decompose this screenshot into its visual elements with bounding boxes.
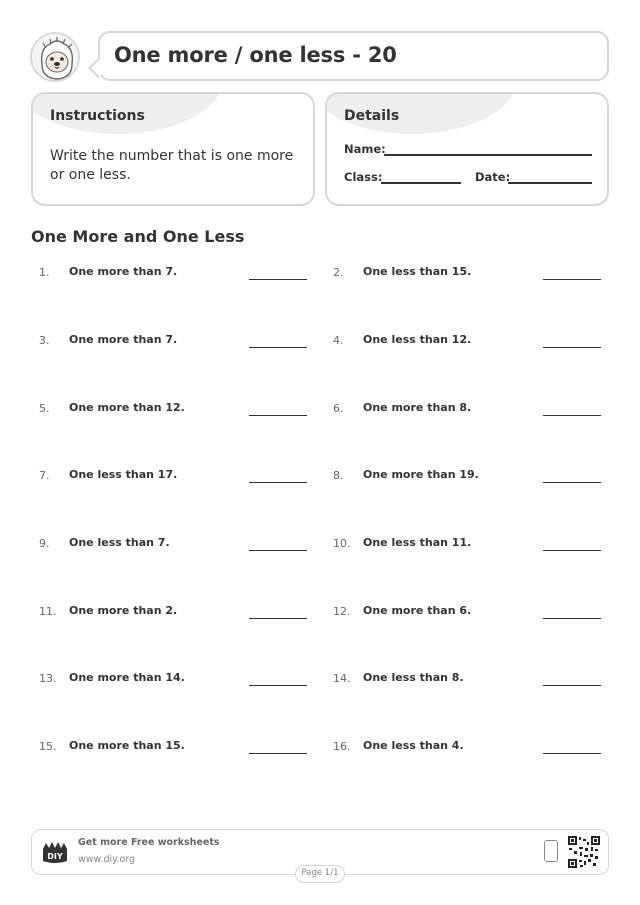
question-item xyxy=(333,738,603,758)
diy-logo-icon xyxy=(41,839,69,865)
name-field[interactable] xyxy=(384,154,592,156)
question-text: One less than 12. xyxy=(363,333,472,346)
question-item xyxy=(39,332,309,352)
question-number: 1. xyxy=(39,266,50,279)
answer-line[interactable] xyxy=(543,618,601,619)
answer-line[interactable] xyxy=(249,550,307,551)
instructions-text: Write the number that is one more or one less. xyxy=(50,148,294,183)
footer-promo-text: Get more Free worksheets xyxy=(78,837,220,848)
question-number: 3. xyxy=(39,334,50,347)
question-text: One more than 8. xyxy=(363,401,472,414)
question-item xyxy=(333,467,603,487)
question-text: One less than 11. xyxy=(363,536,472,549)
question-item xyxy=(39,535,309,555)
question-number: 10. xyxy=(333,537,351,550)
phone-icon xyxy=(544,840,558,862)
question-text: One more than 7. xyxy=(69,333,178,346)
question-item xyxy=(39,738,309,758)
answer-line[interactable] xyxy=(249,685,307,686)
question-item xyxy=(333,535,603,555)
question-number: 11. xyxy=(39,605,57,618)
section-title: One More and One Less xyxy=(31,227,245,246)
svg-text:DIY: DIY xyxy=(47,852,63,861)
answer-line[interactable] xyxy=(543,415,601,416)
question-number: 2. xyxy=(333,266,344,279)
question-text: One less than 4. xyxy=(363,739,464,752)
qr-code-icon xyxy=(568,836,600,868)
details-panel xyxy=(325,92,609,206)
question-text: One less than 17. xyxy=(69,468,178,481)
answer-line[interactable] xyxy=(249,415,307,416)
question-number: 9. xyxy=(39,537,50,550)
answer-line[interactable] xyxy=(249,753,307,754)
answer-line[interactable] xyxy=(543,279,601,280)
question-text: One less than 8. xyxy=(363,671,464,684)
question-item xyxy=(333,670,603,690)
instructions-panel xyxy=(31,92,315,206)
answer-line[interactable] xyxy=(249,347,307,348)
question-item xyxy=(39,264,309,284)
question-number: 16. xyxy=(333,740,351,753)
title-banner xyxy=(98,31,609,81)
answer-line[interactable] xyxy=(249,279,307,280)
instructions-heading: Instructions xyxy=(50,108,145,124)
question-number: 6. xyxy=(333,402,344,415)
footer-url[interactable]: www.diy.org xyxy=(78,854,135,865)
details-heading: Details xyxy=(344,108,400,124)
page-indicator: Page 1/1 xyxy=(295,865,345,883)
class-field[interactable] xyxy=(381,182,461,184)
question-text: One less than 15. xyxy=(363,265,472,278)
page-title: One more / one less - 20 xyxy=(114,43,397,67)
question-item xyxy=(333,264,603,284)
question-number: 7. xyxy=(39,469,50,482)
answer-line[interactable] xyxy=(543,482,601,483)
answer-line[interactable] xyxy=(543,550,601,551)
name-label: Name: xyxy=(344,142,386,156)
date-field[interactable] xyxy=(508,182,592,184)
question-number: 15. xyxy=(39,740,57,753)
mascot-icon xyxy=(30,32,80,82)
question-item xyxy=(39,400,309,420)
question-number: 8. xyxy=(333,469,344,482)
date-label: Date: xyxy=(475,170,511,184)
question-number: 12. xyxy=(333,605,351,618)
question-text: One more than 14. xyxy=(69,671,185,684)
question-text: One more than 12. xyxy=(69,401,185,414)
answer-line[interactable] xyxy=(249,482,307,483)
question-text: One more than 15. xyxy=(69,739,185,752)
question-item xyxy=(39,603,309,623)
question-text: One more than 19. xyxy=(363,468,479,481)
class-label: Class: xyxy=(344,170,383,184)
question-text: One less than 7. xyxy=(69,536,170,549)
answer-line[interactable] xyxy=(543,347,601,348)
question-item xyxy=(333,400,603,420)
question-item xyxy=(333,603,603,623)
question-number: 5. xyxy=(39,402,50,415)
question-number: 14. xyxy=(333,672,351,685)
question-number: 13. xyxy=(39,672,57,685)
question-text: One more than 2. xyxy=(69,604,178,617)
question-text: One more than 6. xyxy=(363,604,472,617)
question-item xyxy=(333,332,603,352)
answer-line[interactable] xyxy=(543,753,601,754)
question-item xyxy=(39,467,309,487)
question-text: One more than 7. xyxy=(69,265,178,278)
answer-line[interactable] xyxy=(249,618,307,619)
question-number: 4. xyxy=(333,334,344,347)
answer-line[interactable] xyxy=(543,685,601,686)
question-item xyxy=(39,670,309,690)
